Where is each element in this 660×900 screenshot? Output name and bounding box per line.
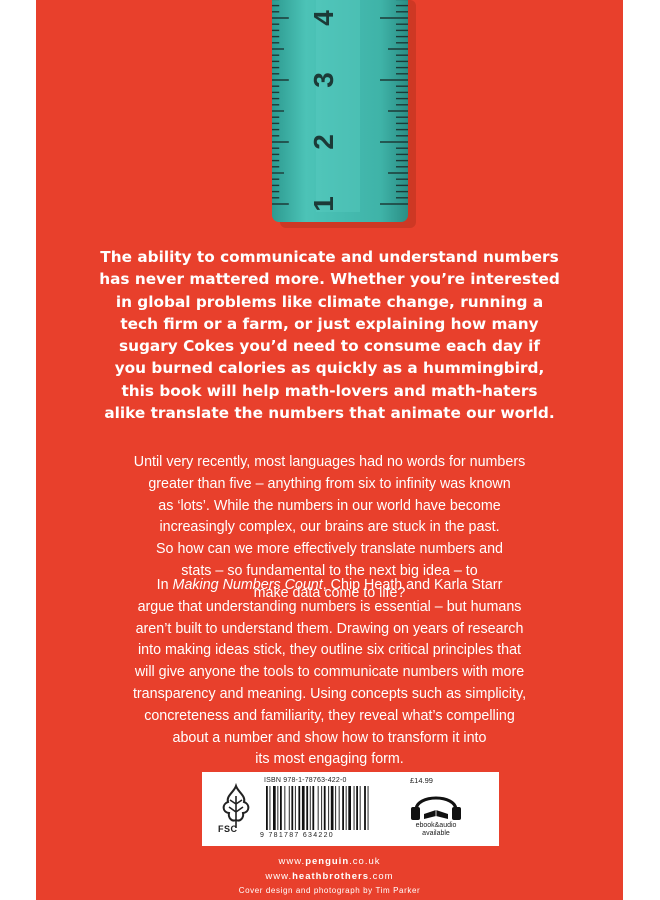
- url-bold: penguin: [305, 856, 350, 867]
- barcode-bar: [266, 786, 268, 830]
- book-back-cover: [36, 0, 623, 900]
- publisher-url[interactable]: [36, 856, 623, 867]
- barcode-bar: [298, 786, 300, 830]
- url-part: www.: [265, 871, 293, 882]
- paragraph-line: So how can we more effectively translate numbers and: [155, 541, 503, 558]
- barcode-bar: [289, 786, 290, 830]
- url-part: .co.uk: [349, 856, 381, 867]
- url-bold: heathbrothers: [292, 871, 369, 882]
- ruler-number: 4: [308, 10, 339, 26]
- paragraph-line: into making ideas stick, they outline six critical principles that: [137, 642, 521, 659]
- barcode-icon: [264, 786, 384, 832]
- barcode-bar: [277, 786, 278, 830]
- barcode-bar: [324, 786, 326, 830]
- barcode-bar: [364, 786, 366, 830]
- paragraph-text: In: [156, 577, 173, 593]
- barcode-bar: [280, 786, 282, 830]
- barcode-bar: [335, 786, 336, 830]
- ebook-line: ebook&audio: [415, 822, 457, 829]
- paragraph-line: [36, 575, 623, 597]
- barcode-bar: [348, 786, 351, 830]
- ruler-number: 3: [308, 72, 339, 88]
- blurb-line: you burned calories as quickly as a hummingbird,: [114, 359, 545, 378]
- paragraph-line: stats – so fundamental to the next big idea – to: [181, 562, 478, 579]
- barcode-bar: [295, 786, 296, 830]
- ruler-number: 1: [308, 196, 339, 212]
- ruler-image: [232, 0, 442, 232]
- url-part: .com: [368, 871, 394, 882]
- price: £14.99: [410, 776, 433, 785]
- fsc-label: FSC: [218, 824, 238, 834]
- paragraph-text: , Chip Heath and Karla Starr: [322, 577, 503, 593]
- barcode-number: 9 781787 634220: [260, 832, 334, 839]
- blurb-line: sugary Cokes you’d need to consume each day if: [118, 337, 540, 356]
- cover-credit: Cover design and photograph by Tim Parker: [238, 886, 421, 895]
- barcode-bar: [321, 786, 322, 830]
- barcode-bar: [360, 786, 361, 830]
- ruler-number: 2: [308, 134, 339, 150]
- paragraph-line: as ‘lots’. While the numbers in our world have become: [158, 497, 501, 514]
- paragraph-line: Until very recently, most languages had no words for numbers: [133, 454, 526, 470]
- paragraph-line: transparency and meaning. Using concepts such as simplicity,: [132, 685, 527, 702]
- barcode-bar: [328, 786, 329, 830]
- paragraph-line: make data come to life?: [253, 584, 406, 601]
- barcode-bar: [310, 786, 311, 830]
- barcode-bar: [339, 786, 340, 830]
- blurb-paragraph-3: [36, 575, 623, 771]
- blurb-line: in global problems like climate change, running a: [115, 292, 544, 311]
- url-part: www.: [278, 856, 306, 867]
- paragraph-line: argue that understanding numbers is essential – but humans: [137, 598, 522, 615]
- blurb-line: this book will help math-lovers and math-haters: [121, 381, 538, 400]
- paragraph-line: will give anyone the tools to communicate numbers with more: [134, 664, 525, 681]
- barcode-bar: [284, 786, 285, 830]
- barcode-bar: [318, 786, 319, 830]
- paragraph-line: greater than five – anything from six to infinity was known: [148, 475, 511, 492]
- barcode-bar: [270, 786, 271, 830]
- barcode-bar: [356, 786, 358, 830]
- barcode-bar: [306, 786, 308, 830]
- book-title: Making Numbers Count: [172, 577, 323, 593]
- barcode-bar: [331, 786, 334, 830]
- blurb-line: alike translate the numbers that animate our world.: [104, 404, 555, 423]
- isbn-text: ISBN 978-1-78763-422-0: [264, 777, 347, 784]
- paragraph-line: concreteness and familiarity, they reveal what’s compelling: [144, 707, 515, 724]
- barcode-bar: [368, 786, 369, 830]
- barcode-bar: [354, 786, 355, 830]
- barcode-panel: [202, 772, 499, 846]
- barcode-bar: [346, 786, 347, 830]
- blurb-line: has never mattered more. Whether you’re interested: [99, 270, 560, 289]
- ebook-audio-icon: [406, 788, 466, 822]
- paragraph-line: about a number and show how to transform it into: [172, 729, 487, 746]
- paragraph-line: increasingly complex, our brains are stuck in the past.: [159, 519, 500, 536]
- ebook-line: available: [422, 830, 450, 837]
- paragraph-line: aren’t built to understand them. Drawing on years of research: [135, 620, 524, 637]
- barcode-bar: [302, 786, 305, 830]
- barcode-bar: [273, 786, 276, 830]
- paragraph-line: its most engaging form.: [255, 751, 404, 768]
- blurb-bold-paragraph: [36, 246, 623, 424]
- blurb-line: tech firm or a farm, or just explaining how many: [120, 314, 539, 333]
- blurb-line: The ability to communicate and understand numbers: [100, 248, 559, 266]
- barcode-bar: [291, 786, 293, 830]
- author-url[interactable]: [36, 871, 623, 882]
- barcode-bar: [312, 786, 314, 830]
- ebook-text: [402, 822, 470, 838]
- barcode-bar: [342, 786, 344, 830]
